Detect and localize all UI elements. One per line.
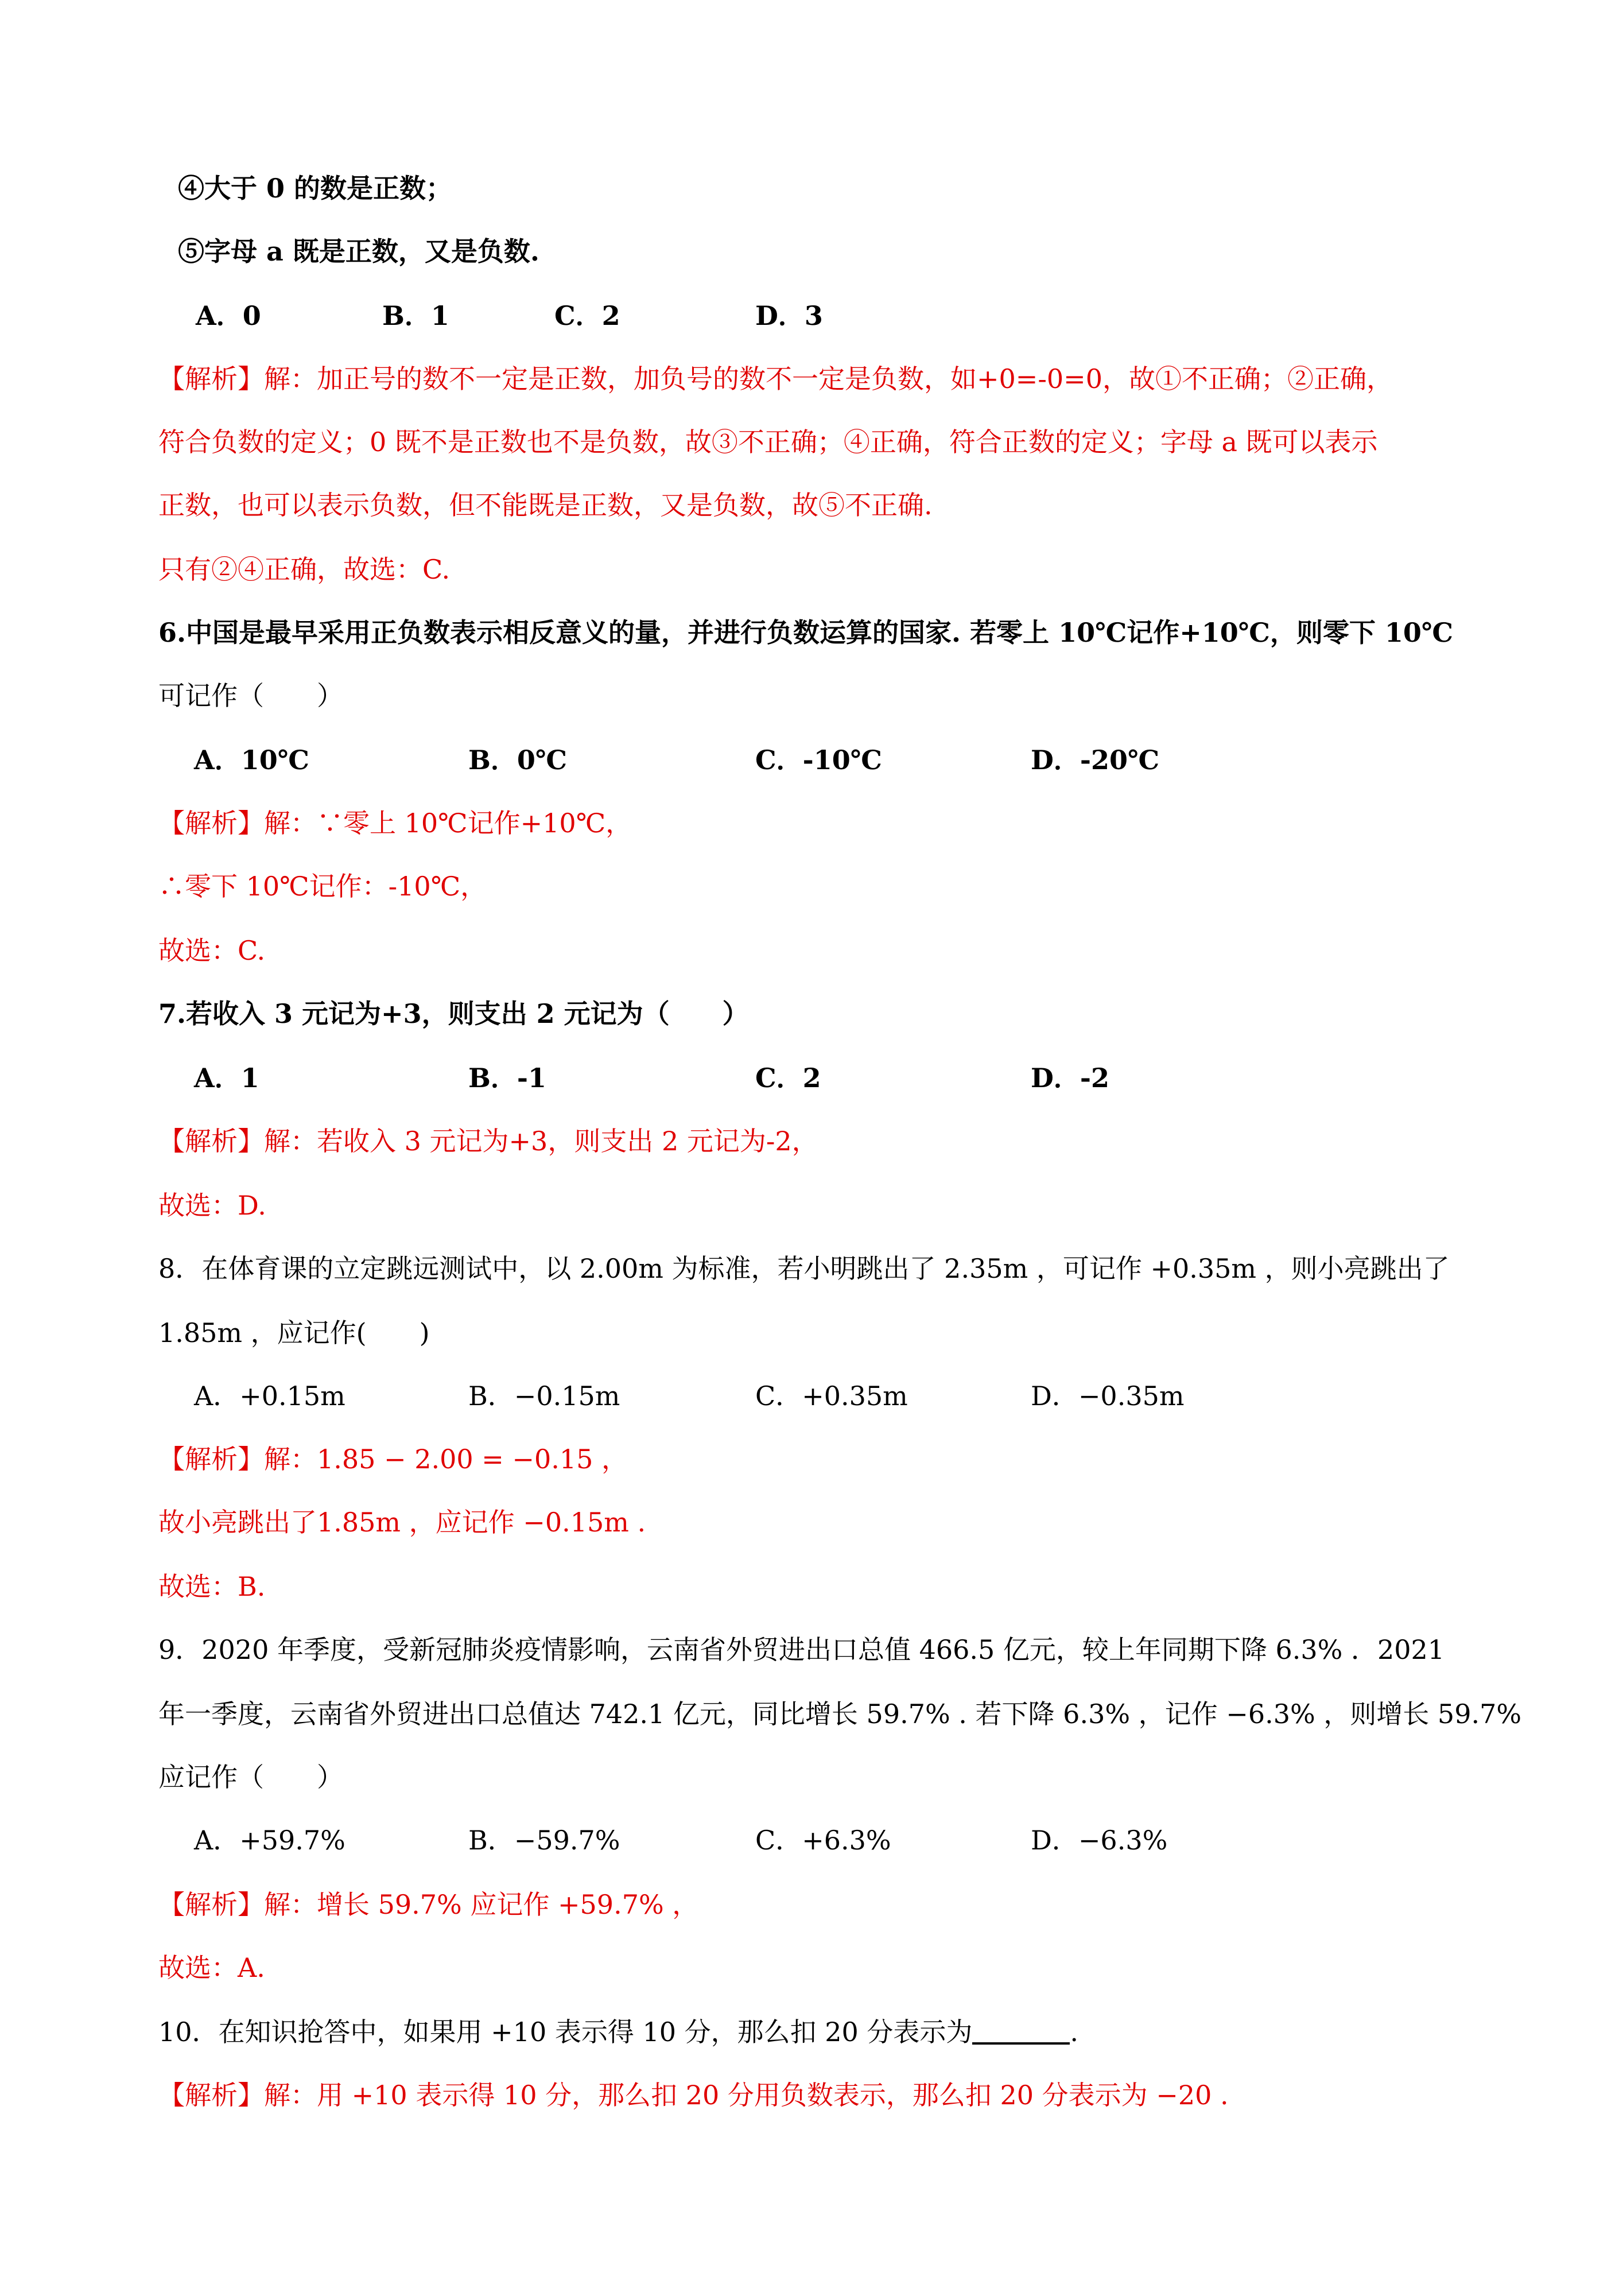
q6-stem-line-1: 6.中国是最早采用正负数表示相反意义的量，并进行负数运算的国家. 若零上 10℃记作+10℃，则零下 10℃ [158,617,1454,648]
q7-option-c: C．2 [755,1062,821,1093]
q9-analysis-line-2: 故选：A. [158,1952,265,1983]
q9-option-b: B．−59.7% [468,1825,620,1856]
q9-stem-line-1: 9．2020 年季度，受新冠肺炎疫情影响，云南省外贸进出口总值 466.5 亿元，较上年同期下降 6.3% ．2021 [158,1634,1445,1665]
q5-option-b: B．1 [382,300,449,331]
q7-option-d: D．-2 [1031,1062,1109,1093]
q10-answer-blank[interactable] [972,2014,1070,2045]
q9-option-a: A．+59.7% [194,1825,345,1856]
q5-option-d: D．3 [755,300,823,331]
q8-analysis-line-3: 故选：B. [158,1571,266,1602]
q5-analysis-line-2: 符合负数的定义；0 既不是正数也不是负数，故③不正确；④正确，符合正数的定义；字母 a 既可以表示 [158,426,1378,457]
q8-analysis-line-2: 故小亮跳出了1.85m ，应记作 −0.15m . [158,1507,646,1538]
q6-option-a: A．10℃ [194,744,309,775]
q8-stem-line-2: 1.85m ，应记作( ) [158,1317,430,1348]
q7-stem: 7.若收入 3 元记为+3，则支出 2 元记为（ ） [158,998,749,1029]
q5-analysis-line-1: 【解析】解：加正号的数不一定是正数，加负号的数不一定是负数，如+0=-0=0，故①不正确；②正确， [158,363,1393,394]
q8-option-a: A．+0.15m [194,1380,345,1411]
q7-analysis-line-1: 【解析】解：若收入 3 元记为+3，则支出 2 元记为-2， [158,1126,818,1157]
q5-option-c: C．2 [554,300,620,331]
q6-analysis-line-3: 故选：C. [158,935,266,966]
q9-stem-line-3: 应记作（ ） [158,1762,343,1793]
q9-analysis-line-1: 【解析】解：增长 59.7% 应记作 +59.7% ， [158,1889,699,1920]
q5-analysis-line-3: 正数，也可以表示负数，但不能既是正数，又是负数，故⑤不正确. [158,490,933,521]
q9-stem-line-2: 年一季度，云南省外贸进出口总值达 742.1 亿元，同比增长 59.7% . 若下降 6.3% ，记作 −6.3% ，则增长 59.7% [158,1698,1522,1729]
q9-options [158,1822,1478,1859]
q5-analysis-line-4: 只有②④正确，故选：C. [158,554,451,585]
q10-stem: 10．在知识抢答中，如果用 +10 表示得 10 分，那么扣 20 分表示为 [158,2016,973,2047]
q5-item-4: ④大于 0 的数是正数； [178,173,453,204]
q8-stem-line-1: 8．在体育课的立定跳远测试中，以 2.00m 为标准，若小明跳出了 2.35m ，可记作 +0.35m ，则小亮跳出了 [158,1253,1450,1284]
q7-analysis-line-2: 故选：D. [158,1190,266,1221]
q8-analysis-line-1: 【解析】解：1.85 − 2.00 = −0.15 ， [158,1444,628,1475]
q10-stem-line [158,2014,1478,2050]
q8-option-c: C．+0.35m [755,1380,908,1411]
q6-analysis-line-1: 【解析】解：∵零上 10℃记作+10℃， [158,808,632,839]
q8-option-b: B．−0.15m [468,1380,620,1411]
q5-option-a: A．0 [196,300,261,331]
q6-option-c: C．-10℃ [755,744,882,775]
q6-options [158,742,1478,778]
q7-options [158,1060,1478,1096]
q6-option-d: D．-20℃ [1031,744,1160,775]
q7-option-b: B．-1 [468,1062,546,1093]
q6-option-b: B．0℃ [468,744,568,775]
q9-option-c: C．+6.3% [755,1825,891,1856]
q10-stem-end: . [1070,2016,1079,2047]
q5-item-5: ⑤字母 a 既是正数，又是负数. [178,236,539,267]
q6-stem-line-2: 可记作（ ） [158,680,343,711]
q9-option-d: D．−6.3% [1031,1825,1168,1856]
q7-option-a: A．1 [194,1062,259,1093]
q10-analysis: 【解析】解：用 +10 表示得 10 分，那么扣 20 分用负数表示，那么扣 20 分表示为 −20 . [158,2080,1229,2111]
q6-analysis-line-2: ∴零下 10℃记作：-10℃， [158,871,487,902]
q5-options [158,297,1478,334]
q8-options [158,1378,1478,1414]
q8-option-d: D．−0.35m [1031,1380,1185,1411]
